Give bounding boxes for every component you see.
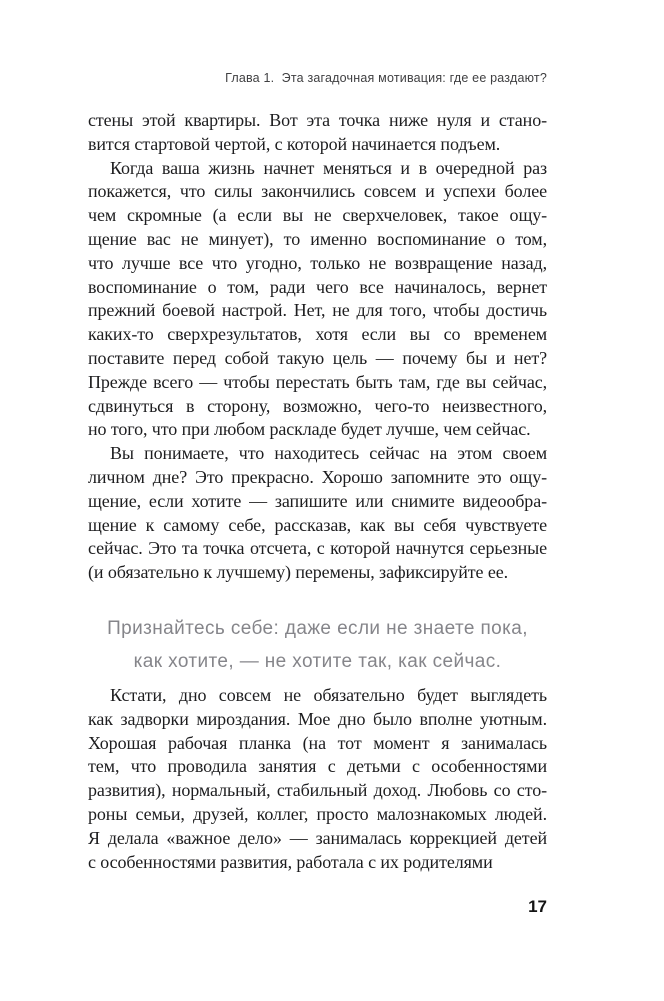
- text-line: тем, что проводила занятия с детьми с особенностями: [88, 756, 547, 777]
- text-line: Прежде всего — чтобы перестать быть там, где вы сейчас,: [88, 371, 547, 392]
- quote-line: Признайтесь себе: даже если не знаете пока,: [107, 618, 528, 639]
- running-head: Глава 1. Эта загадочная мотивация: где ее раздают?: [225, 71, 547, 85]
- quote-line: как хотите, — не хотите так, как сейчас.: [133, 651, 502, 672]
- text-line: Кстати, дно совсем не обязательно будет выглядеть: [110, 685, 547, 705]
- text-line: сдвинуться в сторону, возможно, чего-то неизвестного,: [88, 395, 547, 416]
- text-line: стены этой квартиры. Вот эта точка ниже нуля и стано-: [88, 110, 547, 130]
- text-line: (и обязательно к лучшему) перемены, зафиксируйте ее.: [88, 562, 509, 583]
- text-line: прежний боевой настрой. Нет, не для того, чтобы достичь: [88, 300, 547, 321]
- paragraph-continuation: [88, 109, 547, 157]
- paragraph: [88, 157, 547, 443]
- paragraph: [88, 684, 547, 874]
- text-line: воспоминание о том, ради чего все начиналось, вернет: [88, 276, 547, 297]
- body-text-upper: [88, 109, 547, 585]
- text-line: Когда ваша жизнь начнет меняться и в очередной раз: [110, 157, 547, 178]
- text-line: покажется, что силы закончились совсем и успехи более: [88, 181, 547, 202]
- text-line: чем скромные (а если вы не сверхчеловек, такое ощу-: [88, 205, 547, 226]
- text-line: вится стартовой чертой, с которой начинается подъем.: [88, 133, 501, 154]
- text-line: щение к самому себе, рассказав, как вы себя чувствуете: [88, 514, 547, 535]
- text-line: что лучше все что угодно, только не возвращение назад,: [88, 252, 547, 273]
- text-line: личном дне? Это прекрасно. Хорошо запомните это ощу-: [88, 466, 547, 487]
- text-line: как задворки мироздания. Мое дно было вполне уютным.: [88, 708, 547, 729]
- body-text-lower: [88, 684, 547, 874]
- text-line: с особенностями развития, работала с их родителями: [88, 851, 493, 872]
- text-line: щение, если хотите — запишите или снимите видеообра-: [88, 490, 547, 511]
- text-line: Я делала «важное дело» — занималась коррекцией детей: [88, 827, 547, 848]
- text-line: Хорошая рабочая планка (на тот момент я занималась: [88, 732, 547, 753]
- text-line: но того, что при любом раскладе будет лучше, чем сейчас.: [88, 419, 531, 440]
- text-line: развития), нормальный, стабильный доход. Любовь со сто-: [88, 780, 547, 801]
- pull-quote: [88, 612, 547, 678]
- text-line: Вы понимаете, что находитесь сейчас на этом своем: [110, 443, 547, 464]
- page-number: 17: [528, 897, 547, 916]
- text-line: сейчас. Это та точка отсчета, с которой начнутся серьезные: [88, 538, 547, 559]
- paragraph: [88, 442, 547, 585]
- text-line: щение вас не минует), то именно воспоминание о том,: [88, 228, 547, 249]
- text-line: каких-то сверхрезультатов, хотя если вы со временем: [88, 324, 547, 345]
- text-line: роны семьи, друзей, коллег, просто малознакомых людей.: [88, 803, 547, 824]
- text-line: поставите перед собой такую цель — почему бы и нет?: [88, 347, 547, 368]
